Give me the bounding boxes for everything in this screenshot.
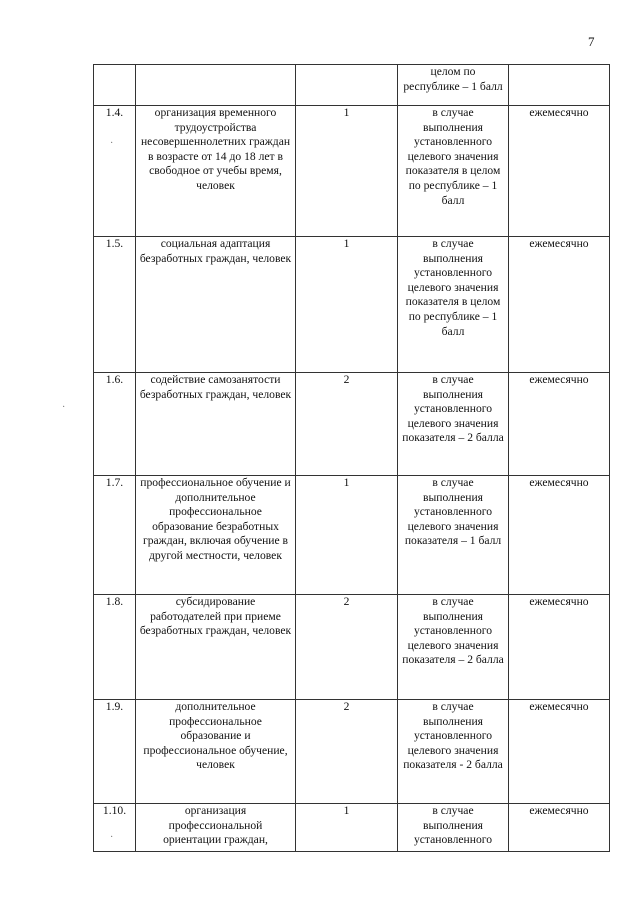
cell-frequency: ежемесячно bbox=[509, 476, 610, 595]
cell-name: социальная адаптация безработных граждан, человек bbox=[136, 237, 296, 373]
table-row-continued bbox=[94, 65, 610, 106]
table-row bbox=[94, 237, 610, 373]
cell-num: 1.8. bbox=[94, 595, 136, 700]
cell-value: 2 bbox=[296, 595, 398, 700]
cell-frequency: ежемесячно bbox=[509, 700, 610, 804]
table-row bbox=[94, 106, 610, 237]
cell-value: 1 bbox=[296, 804, 398, 852]
table-row bbox=[94, 700, 610, 804]
cell-condition: в случае выполнения установленного целевого значения показателя в целом по республике – 1 балл bbox=[398, 237, 509, 373]
cell-value: 2 bbox=[296, 373, 398, 476]
cell-condition: в случае выполнения установленного целевого значения показателя в целом по республике – 1 балл bbox=[398, 106, 509, 237]
cell-condition: в случае выполнения установленного целевого значения показателя – 1 балл bbox=[398, 476, 509, 595]
cell-frequency: ежемесячно bbox=[509, 106, 610, 237]
cell-condition: в случае выполнения установленного целевого значения показателя – 2 балла bbox=[398, 595, 509, 700]
cell-frequency: ежемесячно bbox=[509, 804, 610, 852]
cell-value: 1 bbox=[296, 237, 398, 373]
cell-num: 1.9. bbox=[94, 700, 136, 804]
cell-condition: в случае выполнения установленного целевого значения показателя – 2 балла bbox=[398, 373, 509, 476]
cell-name: дополнительное профессиональное образование и профессиональное обучение, человек bbox=[136, 700, 296, 804]
cell-frequency: ежемесячно bbox=[509, 373, 610, 476]
cell-num bbox=[94, 65, 136, 106]
cell-frequency bbox=[509, 65, 610, 106]
cell-value: 2 bbox=[296, 700, 398, 804]
cell-frequency: ежемесячно bbox=[509, 595, 610, 700]
cell-name: содействие самозанятости безработных граждан, человек bbox=[136, 373, 296, 476]
cell-num: 1.10. bbox=[94, 804, 136, 852]
scan-artifact: · bbox=[110, 832, 114, 843]
cell-num: 1.4. bbox=[94, 106, 136, 237]
cell-condition: в случае выполнения установленного целевого значения показателя - 2 балла bbox=[398, 700, 509, 804]
cell-condition: целом по республике – 1 балл bbox=[398, 65, 509, 106]
cell-num: 1.6. bbox=[94, 373, 136, 476]
cell-num: 1.7. bbox=[94, 476, 136, 595]
cell-value: 1 bbox=[296, 476, 398, 595]
cell-name: организация профессиональной ориентации граждан, bbox=[136, 804, 296, 852]
cell-name bbox=[136, 65, 296, 106]
cell-value bbox=[296, 65, 398, 106]
cell-num: 1.5. bbox=[94, 237, 136, 373]
scan-artifact: · bbox=[62, 402, 66, 413]
table-row bbox=[94, 476, 610, 595]
indicators-table bbox=[93, 64, 610, 852]
table-row bbox=[94, 595, 610, 700]
cell-condition: в случае выполнения установленного bbox=[398, 804, 509, 852]
cell-name: профессиональное обучение и дополнительное профессиональное образование безработных граждан, включая обучение в другой местности, человек bbox=[136, 476, 296, 595]
scan-artifact: · bbox=[110, 138, 114, 149]
table-row bbox=[94, 373, 610, 476]
cell-value: 1 bbox=[296, 106, 398, 237]
cell-name: организация временного трудоустройства несовершеннолетних граждан в возрасте от 14 до 18 лет в свободное от учебы время, человек bbox=[136, 106, 296, 237]
page-number: 7 bbox=[588, 34, 595, 49]
cell-frequency: ежемесячно bbox=[509, 237, 610, 373]
table-row bbox=[94, 804, 610, 852]
cell-name: субсидирование работодателей при приеме безработных граждан, человек bbox=[136, 595, 296, 700]
